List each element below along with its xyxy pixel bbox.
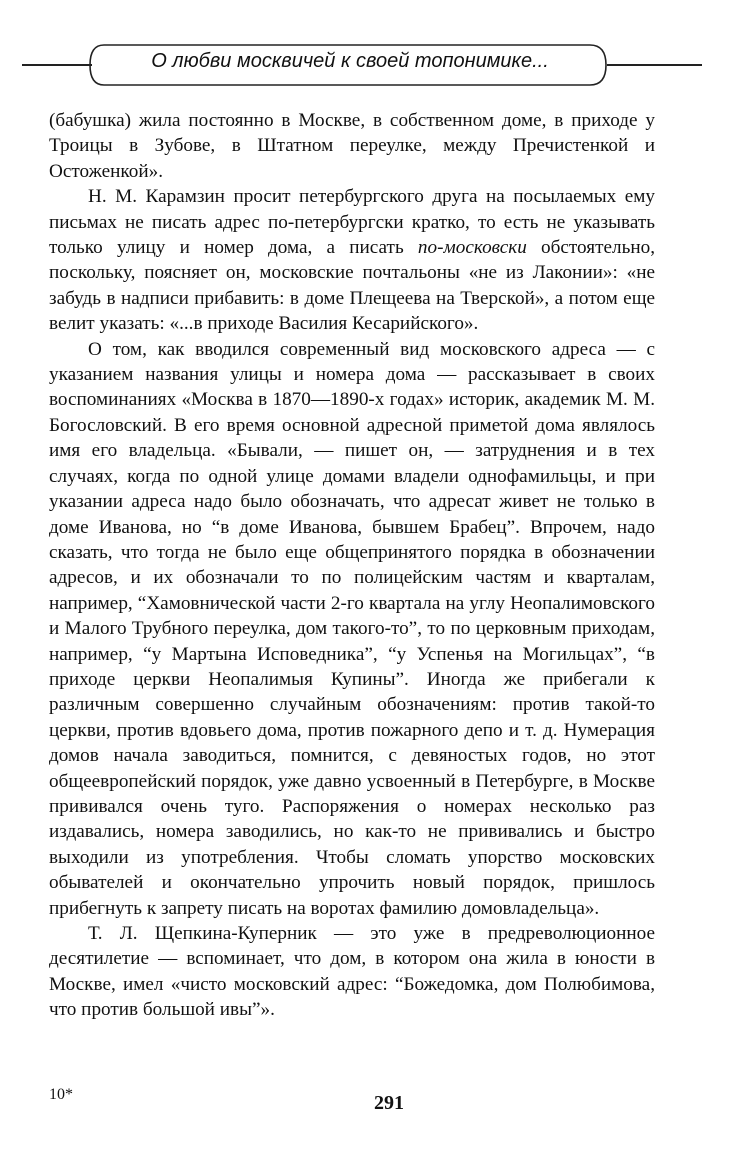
page-number: 291 bbox=[374, 1092, 404, 1114]
signature-mark: 10* bbox=[49, 1086, 73, 1103]
paragraph bbox=[49, 108, 655, 184]
paragraph bbox=[49, 337, 655, 921]
paragraph-text: (бабушка) жила постоянно в Москве, в собственном доме, в приходе у Троицы в Зубове, в Штатном переулке, между Пречистенкой и Остоженкой». bbox=[49, 110, 655, 182]
paragraph-text: Н. М. Карамзин просит петербургского друга на посылаемых ему письмах не писать адрес по-петербургски кратко, то есть не указывать только улицу и номер дома, а писать bbox=[49, 186, 655, 259]
paragraph-text: Т. Л. Щепкина-Куперник — это уже в предреволюционное десятилетие — вспоминает, что дом, в котором она жила в юности в Москве, имел «чисто московский адрес: “Божедомка, дом Полюбимова, что против большой ивы”». bbox=[49, 923, 655, 1021]
body-text bbox=[49, 108, 655, 1023]
header-title: О любви москвичей к своей топонимике... bbox=[151, 50, 549, 72]
paragraph-text: обстоятельно, поскольку, поясняет он, московские почтальоны «не из Лаконии»: «не забудь в надписи прибавить: в доме Плещеева на Тверской», а потом еще велит указать: «...в приходе Василия Кесарийского». bbox=[49, 237, 655, 335]
paragraph-text: О том, как вводился современный вид московского адреса — с указанием названия улицы и номера дома — рассказывает в своих воспоминаниях «Москва в 1870—1890-х годах» историк, академик М. М. Богословский. В его время основной адресной приметой дома являлось имя его владельца. «Бывали, — пишет он, — затруднения и в тех случаях, когда по одной улице домами владели однофамильцы, и при указании адреса надо было обозначать, что адресат живет не только в доме Иванова, но “в доме Иванова, бывшем Брабец”. Впрочем, надо сказать, что тогда не было еще общепринятого порядка в обозначении адресов, и их обозначали то по полицейским частям и кварталам, например, “Хамовнической части 2-го квартала на углу Неопалимовского и Малого Трубного переулка, дом такого-то”, то по церковным приходам, например, “у Мартына Исповедника”, “у Успенья на Могильцах”, “в приходе церкви Неопалимыя Купины”. Иногда же прибегали к различным совершенно случайным обозначениям: против такой-то церкви, против вдовьего дома, против пожарного депо и т. д. Нумерация домов начала заводиться, помнится, с девяностых годов, но этот общеевропейский порядок, уже давно усвоенный в Петербурге, в Москве прививался очень туго. Распоряжения о номерах несколько раз издавались, номера заводились, но как-то не прививались и быстро выходили из употребления. Чтобы сломать упорство московских обывателей и окончательно упрочить новый порядок, пришлось прибегнуть к запрету писать на воротах фамилию домовладельца». bbox=[49, 338, 655, 919]
running-header bbox=[0, 42, 738, 88]
paragraph bbox=[49, 921, 655, 1023]
paragraph bbox=[49, 184, 655, 336]
italic-text: по-московски bbox=[417, 237, 527, 259]
